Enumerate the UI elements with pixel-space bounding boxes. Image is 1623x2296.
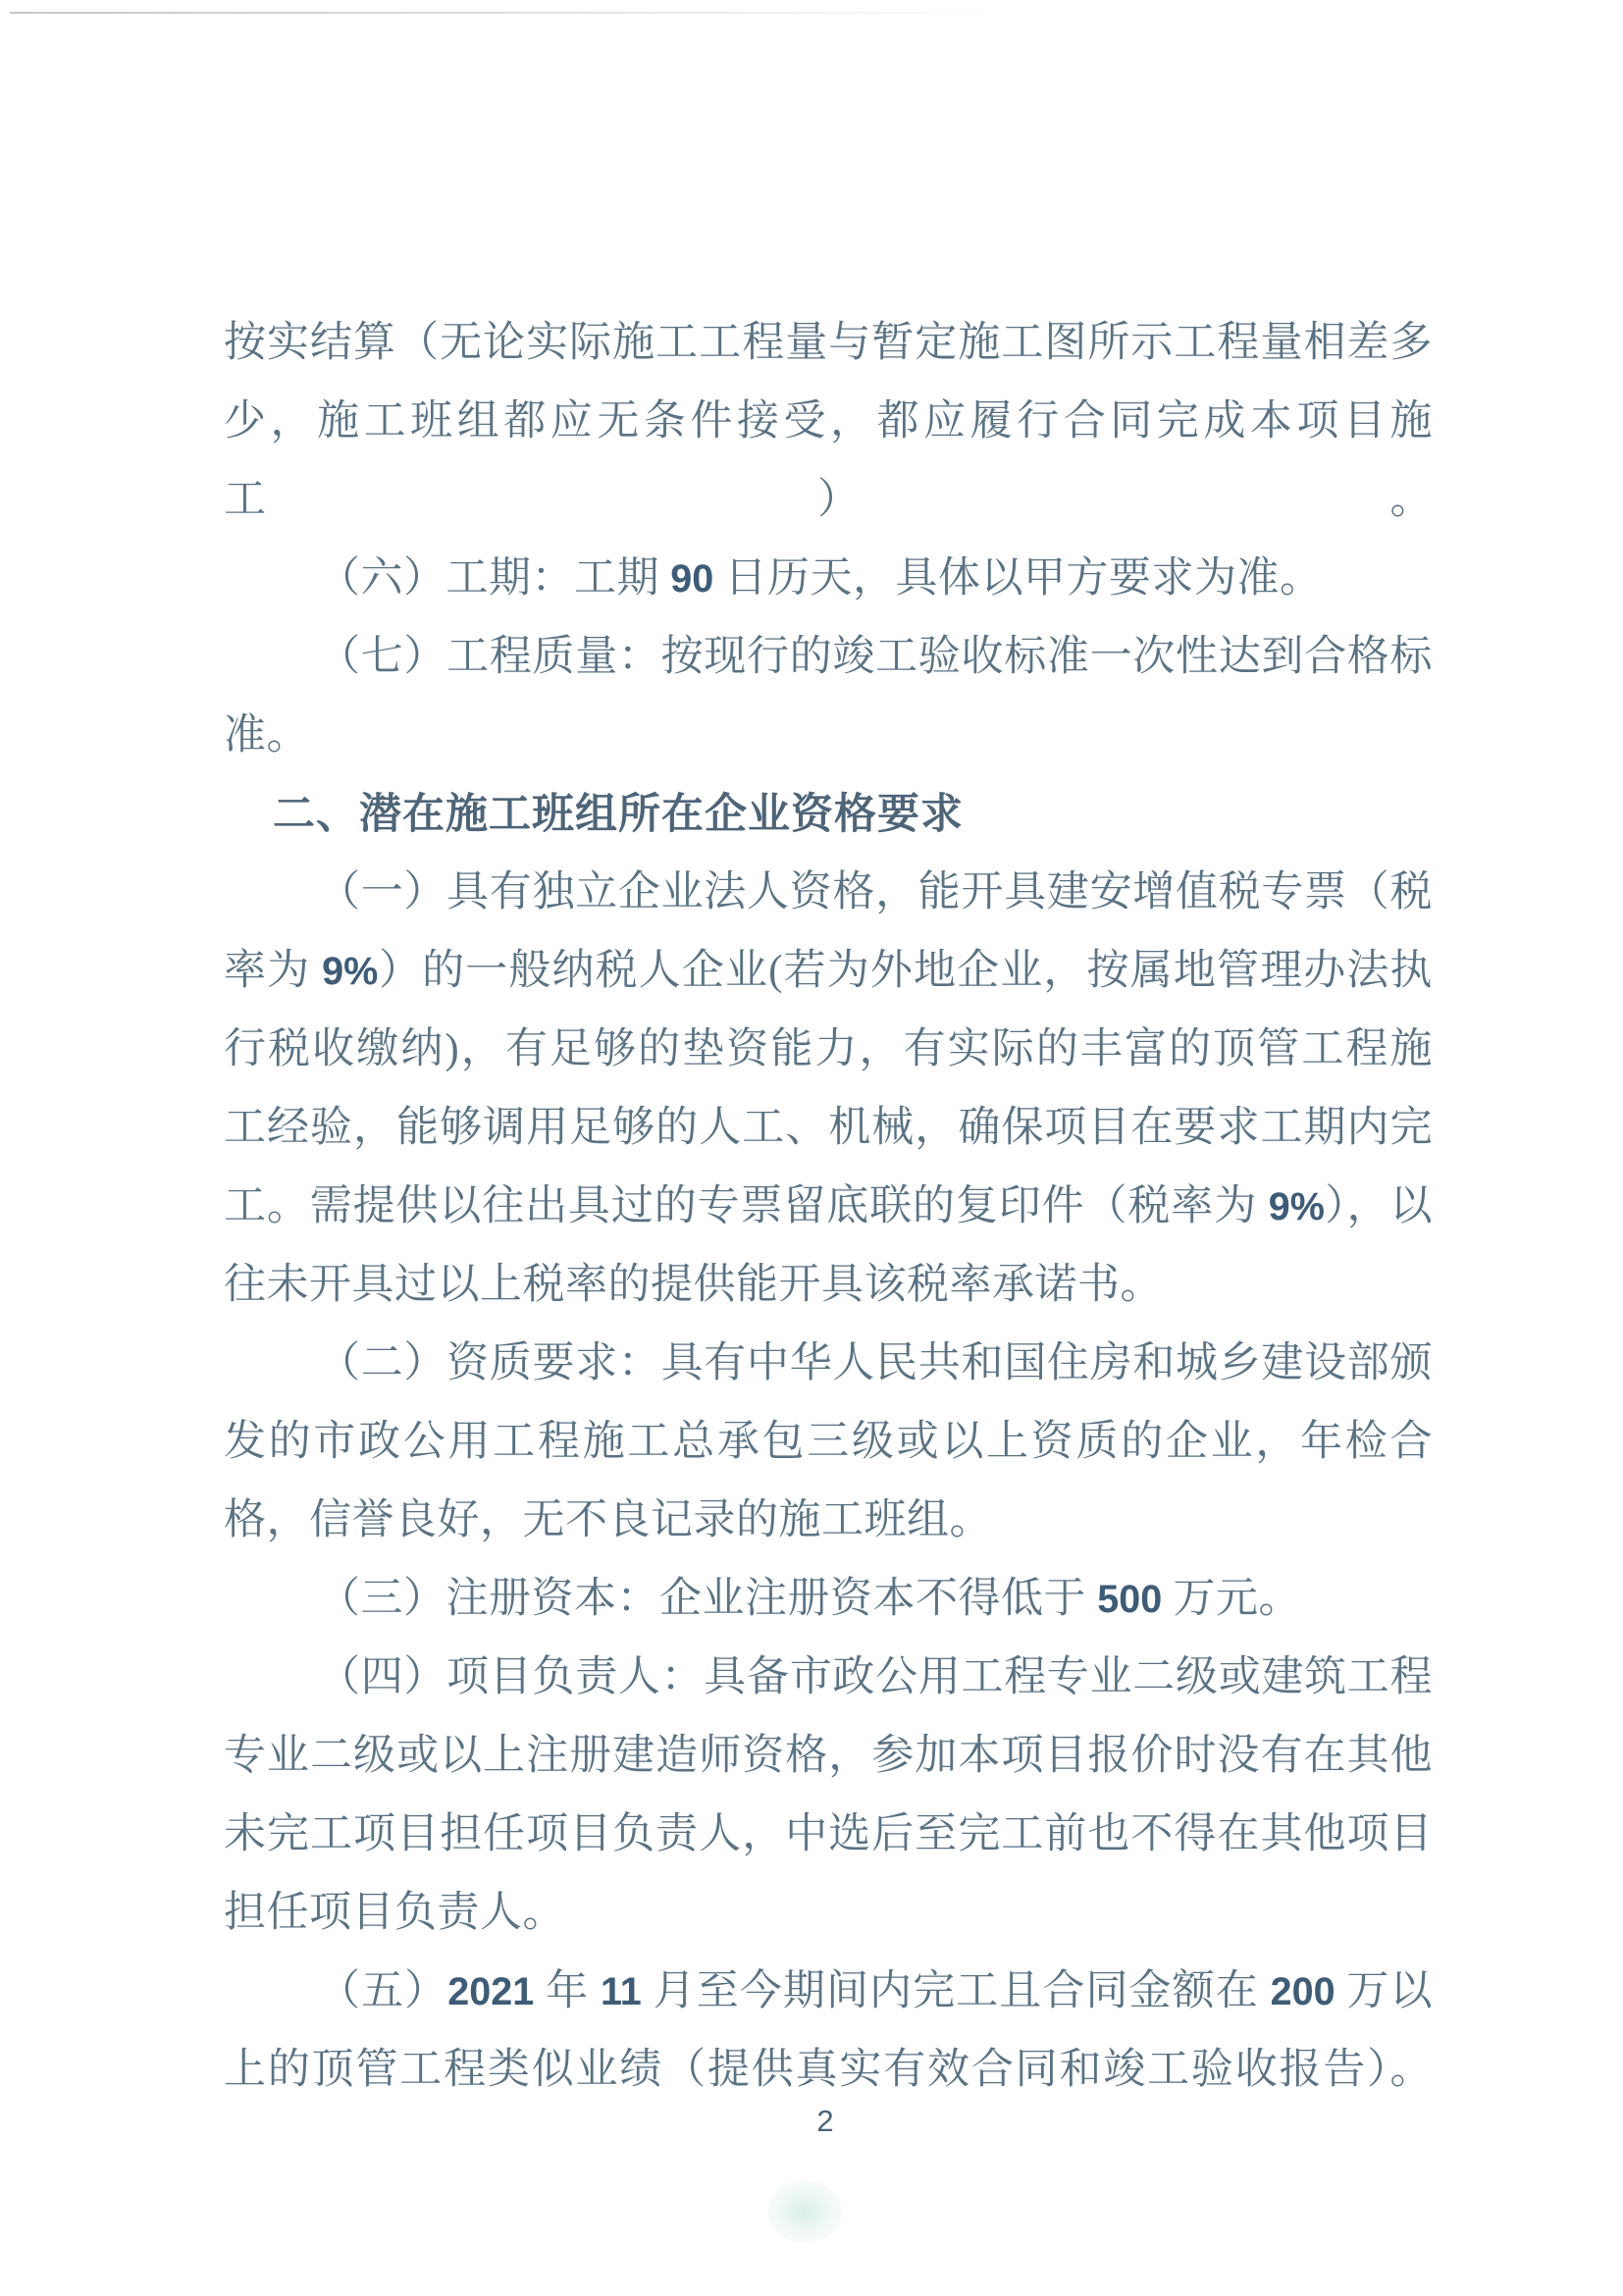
numeral: 11 (600, 1970, 642, 2013)
text-content (224, 304, 1433, 2110)
text-line: （二）资质要求：具有中华人民共和国住房和城乡建设部颁 (318, 1340, 1433, 1386)
numeral: 9% (1268, 1185, 1325, 1228)
text-line: （六）工期：工期 90 日历天，具体以甲方要求为准。 (318, 555, 1323, 601)
numeral: 90 (670, 557, 714, 600)
paragraph (224, 1560, 1433, 1639)
text-line: （一）具有独立企业法人资格，能开具建安增值税专票（税 (318, 869, 1433, 915)
text-line: 往未开具过以上税率的提供能开具该税率承诺书。 (224, 1262, 1163, 1308)
text-line: 未完工项目担任项目负责人，中选后至完工前也不得在其他项目 (224, 1811, 1433, 1857)
numeral: 9% (322, 950, 379, 993)
paragraph (224, 854, 1433, 1325)
numeral: 200 (1270, 1970, 1335, 2013)
paragraph (224, 618, 1433, 775)
paragraph (224, 304, 1433, 540)
text-line: 发的市政公用工程施工总承包三级或以上资质的企业，年检合 (224, 1419, 1433, 1465)
text-line: 上的顶管工程类似业绩（提供真实有效合同和竣工验收报告）。 (224, 2047, 1433, 2093)
text-line: （五）2021 年 11 月至今期间内完工且合同金额在 200 万以 (318, 1968, 1434, 2014)
text-line: 率为 9%）的一般纳税人企业(若为外地企业，按属地管理办法执 (224, 948, 1433, 994)
scan-artifact-line (10, 12, 1011, 14)
text-line: 工经验，能够调用足够的人工、机械，确保项目在要求工期内完 (224, 1105, 1433, 1151)
text-line: 专业二级或以上注册建造师资格，参加本项目报价时没有在其他 (224, 1733, 1433, 1779)
page-number: 2 (816, 2104, 834, 2138)
text-line: 行税收缴纳)，有足够的垫资能力，有实际的丰富的顶管工程施 (224, 1026, 1433, 1072)
text-line: 担任项目负责人。 (224, 1890, 565, 1936)
section-heading (224, 775, 1433, 854)
scan-smudge (767, 2180, 842, 2243)
text-line: （三）注册资本：企业注册资本不得低于 500 万元。 (318, 1576, 1301, 1622)
text-line: （七）工程质量：按现行的竣工验收标准一次性达到合格标 (318, 634, 1433, 680)
text-line: （四）项目负责人：具备市政公用工程专业二级或建筑工程 (318, 1654, 1433, 1700)
text-line: 按实结算（无论实际施工工程量与暂定施工图所示工程量相差多 (224, 320, 1433, 366)
numeral: 2021 (447, 1970, 535, 2013)
text-line: 准。 (224, 712, 309, 758)
numeral: 500 (1097, 1578, 1163, 1621)
text-line: 少，施工班组都应无条件接受，都应履行合同完成本项目施工）。 (224, 398, 1433, 523)
paragraph (224, 1639, 1433, 1953)
text-line: 工。需提供以往出具过的专票留底联的复印件（税率为 9%），以 (224, 1183, 1434, 1229)
paragraph (224, 1953, 1433, 2110)
text-line: 格，信誉良好，无不良记录的施工班组。 (224, 1497, 992, 1543)
text-line: 二、潜在施工班组所在企业资格要求 (273, 791, 964, 838)
paragraph (224, 540, 1433, 618)
paragraph (224, 1325, 1433, 1560)
